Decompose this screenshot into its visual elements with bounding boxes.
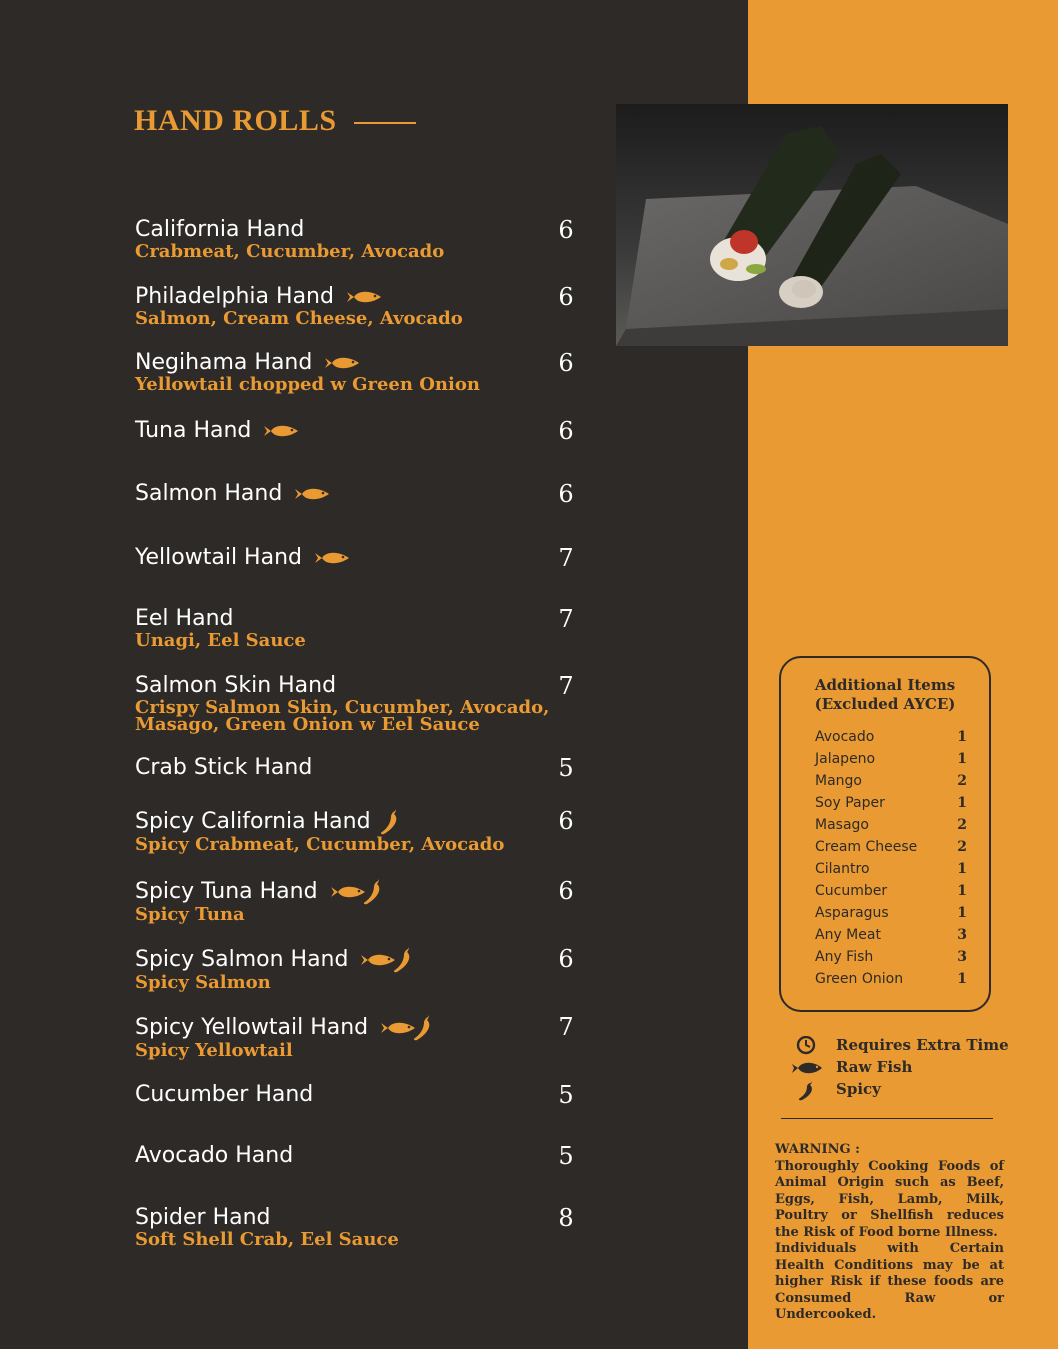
fish-icon bbox=[346, 284, 382, 309]
additional-item bbox=[815, 838, 967, 856]
additional-item bbox=[815, 970, 967, 988]
menu-item-price: 7 bbox=[558, 672, 574, 700]
menu-item-name-text: Salmon Hand bbox=[135, 481, 283, 506]
menu-item-name bbox=[135, 545, 575, 571]
menu-item-price: 6 bbox=[558, 349, 574, 377]
additional-item-price: 1 bbox=[957, 905, 967, 921]
menu-item bbox=[135, 673, 575, 733]
menu-item-name-text: Spicy Tuna Hand bbox=[135, 879, 318, 904]
menu-item-name bbox=[135, 418, 575, 444]
menu-item-icons bbox=[294, 481, 330, 507]
menu-item-price: 8 bbox=[558, 1204, 574, 1232]
menu-item-name-text: Cucumber Hand bbox=[135, 1082, 314, 1107]
menu-item-icons bbox=[324, 350, 360, 376]
menu-item-name-text: Salmon Skin Hand bbox=[135, 673, 337, 698]
warning-notice bbox=[775, 1142, 1004, 1324]
menu-item bbox=[135, 606, 575, 649]
fish-icon bbox=[330, 879, 366, 904]
additional-item-name: Mango bbox=[815, 773, 862, 789]
menu-item-icons bbox=[346, 284, 382, 310]
additional-items-title bbox=[781, 676, 989, 714]
menu-item bbox=[135, 350, 575, 393]
menu-item bbox=[135, 946, 575, 991]
menu-item bbox=[135, 808, 575, 853]
menu-item-name bbox=[135, 1143, 575, 1169]
additional-item-price: 2 bbox=[957, 839, 967, 855]
fish-icon bbox=[790, 1058, 824, 1078]
menu-item bbox=[135, 1082, 575, 1108]
menu-item-name-text: Spider Hand bbox=[135, 1205, 271, 1230]
additional-item-name: Soy Paper bbox=[815, 795, 885, 811]
menu-item-price: 6 bbox=[558, 417, 574, 445]
menu-item-name-text: Eel Hand bbox=[135, 606, 234, 631]
menu-item-price: 7 bbox=[558, 1013, 574, 1041]
menu-item-description: Crispy Salmon Skin, Cucumber, Avocado, bbox=[135, 697, 550, 718]
menu-item-description: Crabmeat, Cucumber, Avocado bbox=[135, 241, 445, 262]
additional-item bbox=[815, 750, 967, 768]
menu-item-icons bbox=[380, 1014, 434, 1042]
menu-item-description: Spicy Crabmeat, Cucumber, Avocado bbox=[135, 834, 505, 855]
menu-item-name-text: Spicy Yellowtail Hand bbox=[135, 1015, 369, 1040]
additional-item bbox=[815, 860, 967, 878]
pepper-icon bbox=[362, 879, 384, 904]
menu-item-price: 5 bbox=[558, 1142, 574, 1170]
additional-item bbox=[815, 794, 967, 812]
menu-item-name bbox=[135, 217, 575, 243]
menu-item-name-text: Spicy Salmon Hand bbox=[135, 947, 349, 972]
fish-icon bbox=[324, 350, 360, 375]
menu-item-price: 6 bbox=[558, 877, 574, 905]
menu-item bbox=[135, 481, 575, 507]
menu-item-description: Soft Shell Crab, Eel Sauce bbox=[135, 1229, 399, 1250]
menu-item-icons bbox=[263, 418, 299, 444]
menu-item-price: 7 bbox=[558, 605, 574, 633]
additional-item-price: 1 bbox=[957, 883, 967, 899]
menu-item-name bbox=[135, 878, 575, 906]
additional-item-name: Any Meat bbox=[815, 927, 881, 943]
additional-item-price: 3 bbox=[957, 949, 967, 965]
menu-item-description: Masago, Green Onion w Eel Sauce bbox=[135, 714, 480, 735]
additional-item-price: 2 bbox=[957, 817, 967, 833]
menu-item-name-text: California Hand bbox=[135, 217, 305, 242]
legend-label: Requires Extra Time bbox=[836, 1036, 1009, 1054]
additional-item bbox=[815, 772, 967, 790]
pepper-icon bbox=[790, 1080, 824, 1100]
menu-item bbox=[135, 1205, 575, 1248]
menu-item-icons bbox=[360, 946, 414, 974]
menu-item-price: 7 bbox=[558, 544, 574, 572]
menu-item-description: Spicy Tuna bbox=[135, 904, 245, 925]
menu-item-name bbox=[135, 755, 575, 781]
additional-item bbox=[815, 816, 967, 834]
menu-item-price: 5 bbox=[558, 1081, 574, 1109]
menu-item-name bbox=[135, 606, 575, 632]
additional-item-price: 2 bbox=[957, 773, 967, 789]
menu-item-price: 6 bbox=[558, 216, 574, 244]
additional-item-name: Masago bbox=[815, 817, 869, 833]
menu-item-name bbox=[135, 808, 575, 836]
menu-item-icons bbox=[383, 808, 401, 836]
menu-item-price: 6 bbox=[558, 807, 574, 835]
fish-icon bbox=[314, 545, 350, 570]
additional-item bbox=[815, 926, 967, 944]
menu-item-name bbox=[135, 946, 575, 974]
menu-item bbox=[135, 545, 575, 571]
additional-item-name: Jalapeno bbox=[815, 751, 876, 767]
legend-label: Spicy bbox=[836, 1080, 881, 1098]
menu-item bbox=[135, 284, 575, 327]
legend-label: Raw Fish bbox=[836, 1058, 913, 1076]
menu-item-description: Spicy Salmon bbox=[135, 972, 271, 993]
warning-body: Thoroughly Cooking Foods of Animal Origin such as Beef, Eggs, Fish, Lamb, Milk, Poultry or Shellfish reduces the Risk of Food borne Illness. bbox=[775, 1158, 1004, 1240]
menu-item bbox=[135, 217, 575, 260]
additional-item-price: 1 bbox=[957, 971, 967, 987]
menu-item-name-text: Avocado Hand bbox=[135, 1143, 294, 1168]
additional-item-price: 1 bbox=[957, 795, 967, 811]
additional-item-name: Cucumber bbox=[815, 883, 888, 899]
menu-item bbox=[135, 755, 575, 781]
pepper-icon bbox=[379, 809, 401, 834]
additional-item-price: 1 bbox=[957, 751, 967, 767]
clock-icon bbox=[790, 1036, 824, 1056]
additional-items-box bbox=[779, 656, 991, 1012]
menu-item-name bbox=[135, 481, 575, 507]
title-rule bbox=[354, 122, 416, 124]
additional-title-line2: (Excluded AYCE) bbox=[814, 695, 956, 713]
additional-item-price: 1 bbox=[957, 861, 967, 877]
menu-item-icons bbox=[330, 878, 384, 906]
menu-item bbox=[135, 418, 575, 444]
additional-item bbox=[815, 728, 967, 746]
menu-item-name bbox=[135, 673, 575, 699]
menu-item-name-text: Philadelphia Hand bbox=[135, 284, 334, 309]
menu-item-price: 6 bbox=[558, 283, 574, 311]
menu-item-name-text: Negihama Hand bbox=[135, 350, 313, 375]
menu-item-name-text: Crab Stick Hand bbox=[135, 755, 313, 780]
additional-item bbox=[815, 882, 967, 900]
pepper-icon bbox=[392, 947, 414, 972]
additional-title-line1: Additional Items bbox=[814, 676, 956, 694]
additional-item-name: Green Onion bbox=[815, 971, 904, 987]
additional-item-price: 1 bbox=[957, 729, 967, 745]
menu-item-name bbox=[135, 1082, 575, 1108]
additional-item-name: Asparagus bbox=[815, 905, 889, 921]
additional-item-name: Any Fish bbox=[815, 949, 874, 965]
menu-item-price: 5 bbox=[558, 754, 574, 782]
additional-item-name: Avocado bbox=[815, 729, 875, 745]
menu-item-icons bbox=[314, 545, 350, 571]
menu-item-description: Yellowtail chopped w Green Onion bbox=[135, 374, 480, 395]
menu-item-name bbox=[135, 1205, 575, 1231]
legend-divider bbox=[781, 1118, 993, 1119]
menu-item-name-text: Tuna Hand bbox=[135, 418, 252, 443]
additional-item bbox=[815, 948, 967, 966]
additional-item bbox=[815, 904, 967, 922]
fish-icon bbox=[380, 1015, 416, 1040]
menu-item-description: Spicy Yellowtail bbox=[135, 1040, 293, 1061]
additional-item-name: Cilantro bbox=[815, 861, 870, 877]
menu-item-name bbox=[135, 350, 575, 376]
menu-item-description: Unagi, Eel Sauce bbox=[135, 630, 306, 651]
menu-item bbox=[135, 878, 575, 923]
pepper-icon bbox=[412, 1015, 434, 1040]
warning-body: Individuals with Certain Health Conditions may be at higher Risk if these foods are Consumed Raw or Undercooked. bbox=[775, 1241, 1004, 1322]
menu-item bbox=[135, 1014, 575, 1059]
menu-item-name bbox=[135, 284, 575, 310]
fish-icon bbox=[263, 418, 299, 443]
menu-item bbox=[135, 1143, 575, 1169]
fish-icon bbox=[294, 481, 330, 506]
menu-item-price: 6 bbox=[558, 945, 574, 973]
section-title: HAND ROLLS bbox=[134, 104, 337, 137]
menu-item-name-text: Yellowtail Hand bbox=[135, 545, 302, 570]
menu-item-name bbox=[135, 1014, 575, 1042]
hand-roll-photo bbox=[616, 104, 1008, 346]
menu-item-name-text: Spicy California Hand bbox=[135, 809, 371, 834]
additional-item-name: Cream Cheese bbox=[815, 839, 918, 855]
additional-item-price: 3 bbox=[957, 927, 967, 943]
warning-title: WARNING : bbox=[775, 1142, 860, 1157]
menu-item-price: 6 bbox=[558, 480, 574, 508]
menu-item-description: Salmon, Cream Cheese, Avocado bbox=[135, 308, 463, 329]
